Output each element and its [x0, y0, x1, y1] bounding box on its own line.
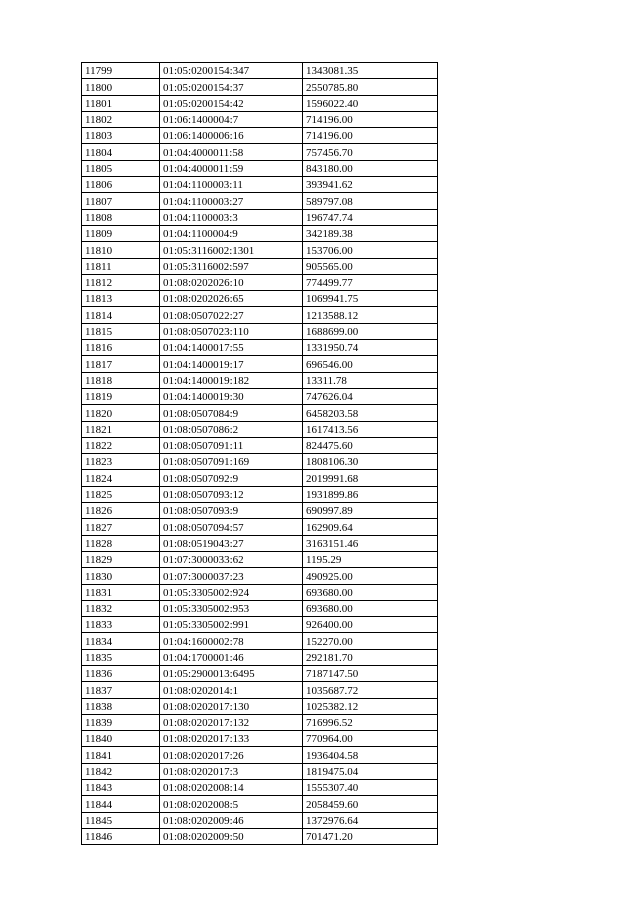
value-cell: 716996.52: [303, 714, 438, 730]
row-number-cell: 11823: [82, 454, 160, 470]
cadastral-number-cell: 01:04:1100003:11: [160, 177, 303, 193]
cadastral-number-cell: 01:06:1400006:16: [160, 128, 303, 144]
row-number-cell: 11818: [82, 372, 160, 388]
row-number-cell: 11811: [82, 258, 160, 274]
cadastral-number-cell: 01:07:3000033:62: [160, 551, 303, 567]
table-row: [82, 731, 438, 747]
table-row: [82, 714, 438, 730]
table-body: [82, 63, 438, 845]
table-row: [82, 470, 438, 486]
row-number-cell: 11799: [82, 63, 160, 79]
table-row: [82, 193, 438, 209]
cadastral-number-cell: 01:08:0202017:130: [160, 698, 303, 714]
row-number-cell: 11804: [82, 144, 160, 160]
value-cell: 152270.00: [303, 633, 438, 649]
cadastral-number-cell: 01:08:0507023:110: [160, 323, 303, 339]
table-row: [82, 519, 438, 535]
row-number-cell: 11832: [82, 600, 160, 616]
row-number-cell: 11813: [82, 291, 160, 307]
cadastral-number-cell: 01:04:1100003:27: [160, 193, 303, 209]
value-cell: 757456.70: [303, 144, 438, 160]
value-cell: 843180.00: [303, 160, 438, 176]
row-number-cell: 11837: [82, 682, 160, 698]
table-row: [82, 503, 438, 519]
row-number-cell: 11812: [82, 274, 160, 290]
table-row: [82, 307, 438, 323]
value-cell: 1617413.56: [303, 421, 438, 437]
row-number-cell: 11805: [82, 160, 160, 176]
cadastral-number-cell: 01:08:0202009:46: [160, 812, 303, 828]
cadastral-number-cell: 01:06:1400004:7: [160, 111, 303, 127]
cadastral-number-cell: 01:08:0202017:3: [160, 763, 303, 779]
value-cell: 1688699.00: [303, 323, 438, 339]
value-cell: 696546.00: [303, 356, 438, 372]
value-cell: 2019991.68: [303, 470, 438, 486]
row-number-cell: 11834: [82, 633, 160, 649]
value-cell: 926400.00: [303, 617, 438, 633]
value-cell: 1555307.40: [303, 780, 438, 796]
row-number-cell: 11810: [82, 242, 160, 258]
value-cell: 714196.00: [303, 128, 438, 144]
cadastral-number-cell: 01:05:3305002:924: [160, 584, 303, 600]
table-row: [82, 177, 438, 193]
cadastral-number-cell: 01:04:1400019:17: [160, 356, 303, 372]
row-number-cell: 11833: [82, 617, 160, 633]
cadastral-number-cell: 01:05:0200154:37: [160, 79, 303, 95]
row-number-cell: 11845: [82, 812, 160, 828]
table-row: [82, 160, 438, 176]
table-row: [82, 796, 438, 812]
cadastral-number-cell: 01:08:0507091:11: [160, 437, 303, 453]
cadastral-number-cell: 01:04:1100003:3: [160, 209, 303, 225]
row-number-cell: 11801: [82, 95, 160, 111]
row-number-cell: 11821: [82, 421, 160, 437]
value-cell: 292181.70: [303, 649, 438, 665]
row-number-cell: 11800: [82, 79, 160, 95]
value-cell: 7187147.50: [303, 665, 438, 681]
table-row: [82, 568, 438, 584]
cadastral-number-cell: 01:08:0202017:133: [160, 731, 303, 747]
value-cell: 693680.00: [303, 584, 438, 600]
value-cell: 690997.89: [303, 503, 438, 519]
value-cell: 2058459.60: [303, 796, 438, 812]
row-number-cell: 11819: [82, 388, 160, 404]
value-cell: 13311.78: [303, 372, 438, 388]
cadastral-number-cell: 01:08:0202026:10: [160, 274, 303, 290]
row-number-cell: 11824: [82, 470, 160, 486]
value-cell: 1372976.64: [303, 812, 438, 828]
row-number-cell: 11838: [82, 698, 160, 714]
row-number-cell: 11808: [82, 209, 160, 225]
value-cell: 1819475.04: [303, 763, 438, 779]
row-number-cell: 11814: [82, 307, 160, 323]
cadastral-number-cell: 01:08:0202026:65: [160, 291, 303, 307]
cadastral-number-cell: 01:08:0507084:9: [160, 405, 303, 421]
cadastral-number-cell: 01:05:3305002:991: [160, 617, 303, 633]
row-number-cell: 11843: [82, 780, 160, 796]
value-cell: 1931899.86: [303, 486, 438, 502]
table-row: [82, 274, 438, 290]
value-cell: 6458203.58: [303, 405, 438, 421]
data-table: [81, 62, 438, 845]
value-cell: 747626.04: [303, 388, 438, 404]
cadastral-number-cell: 01:05:3305002:953: [160, 600, 303, 616]
table-row: [82, 111, 438, 127]
value-cell: 1936404.58: [303, 747, 438, 763]
row-number-cell: 11809: [82, 225, 160, 241]
row-number-cell: 11846: [82, 828, 160, 844]
cadastral-number-cell: 01:08:0202017:132: [160, 714, 303, 730]
cadastral-number-cell: 01:08:0202008:5: [160, 796, 303, 812]
cadastral-number-cell: 01:05:3116002:1301: [160, 242, 303, 258]
value-cell: 1035687.72: [303, 682, 438, 698]
row-number-cell: 11839: [82, 714, 160, 730]
row-number-cell: 11815: [82, 323, 160, 339]
row-number-cell: 11840: [82, 731, 160, 747]
cadastral-number-cell: 01:08:0519043:27: [160, 535, 303, 551]
row-number-cell: 11844: [82, 796, 160, 812]
cadastral-number-cell: 01:07:3000037:23: [160, 568, 303, 584]
value-cell: 162909.64: [303, 519, 438, 535]
row-number-cell: 11817: [82, 356, 160, 372]
row-number-cell: 11816: [82, 340, 160, 356]
table-row: [82, 747, 438, 763]
cadastral-number-cell: 01:05:3116002:597: [160, 258, 303, 274]
table-row: [82, 828, 438, 844]
table-row: [82, 388, 438, 404]
table-row: [82, 454, 438, 470]
value-cell: 701471.20: [303, 828, 438, 844]
value-cell: 905565.00: [303, 258, 438, 274]
value-cell: 1213588.12: [303, 307, 438, 323]
cadastral-number-cell: 01:08:0507091:169: [160, 454, 303, 470]
table-row: [82, 763, 438, 779]
value-cell: 774499.77: [303, 274, 438, 290]
cadastral-number-cell: 01:04:1600002:78: [160, 633, 303, 649]
table-row: [82, 421, 438, 437]
value-cell: 1195.29: [303, 551, 438, 567]
table-row: [82, 340, 438, 356]
cadastral-number-cell: 01:04:1400019:182: [160, 372, 303, 388]
table-row: [82, 535, 438, 551]
value-cell: 589797.08: [303, 193, 438, 209]
value-cell: 693680.00: [303, 600, 438, 616]
table-row: [82, 551, 438, 567]
value-cell: 342189.38: [303, 225, 438, 241]
value-cell: 196747.74: [303, 209, 438, 225]
cadastral-number-cell: 01:04:4000011:59: [160, 160, 303, 176]
value-cell: 153706.00: [303, 242, 438, 258]
value-cell: 490925.00: [303, 568, 438, 584]
value-cell: 393941.62: [303, 177, 438, 193]
cadastral-number-cell: 01:08:0202009:50: [160, 828, 303, 844]
cadastral-number-cell: 01:04:1400019:30: [160, 388, 303, 404]
row-number-cell: 11828: [82, 535, 160, 551]
row-number-cell: 11841: [82, 747, 160, 763]
table-row: [82, 128, 438, 144]
value-cell: 2550785.80: [303, 79, 438, 95]
row-number-cell: 11803: [82, 128, 160, 144]
table-row: [82, 323, 438, 339]
table-row: [82, 617, 438, 633]
table-row: [82, 79, 438, 95]
table-row: [82, 682, 438, 698]
cadastral-number-cell: 01:08:0507022:27: [160, 307, 303, 323]
cadastral-number-cell: 01:05:2900013:6495: [160, 665, 303, 681]
cadastral-number-cell: 01:08:0202014:1: [160, 682, 303, 698]
cadastral-number-cell: 01:08:0507086:2: [160, 421, 303, 437]
table-row: [82, 486, 438, 502]
row-number-cell: 11829: [82, 551, 160, 567]
value-cell: 1808106.30: [303, 454, 438, 470]
value-cell: 1331950.74: [303, 340, 438, 356]
row-number-cell: 11806: [82, 177, 160, 193]
value-cell: 1343081.35: [303, 63, 438, 79]
value-cell: 770964.00: [303, 731, 438, 747]
row-number-cell: 11825: [82, 486, 160, 502]
table-row: [82, 242, 438, 258]
value-cell: 714196.00: [303, 111, 438, 127]
table-row: [82, 95, 438, 111]
table-row: [82, 291, 438, 307]
cadastral-number-cell: 01:04:1700001:46: [160, 649, 303, 665]
value-cell: 1069941.75: [303, 291, 438, 307]
row-number-cell: 11836: [82, 665, 160, 681]
row-number-cell: 11835: [82, 649, 160, 665]
cadastral-number-cell: 01:04:4000011:58: [160, 144, 303, 160]
cadastral-number-cell: 01:08:0202017:26: [160, 747, 303, 763]
row-number-cell: 11807: [82, 193, 160, 209]
cadastral-number-cell: 01:05:0200154:347: [160, 63, 303, 79]
table-row: [82, 405, 438, 421]
table-row: [82, 600, 438, 616]
row-number-cell: 11820: [82, 405, 160, 421]
cadastral-number-cell: 01:08:0507093:12: [160, 486, 303, 502]
table-row: [82, 372, 438, 388]
cadastral-number-cell: 01:04:1100004:9: [160, 225, 303, 241]
table-row: [82, 633, 438, 649]
row-number-cell: 11831: [82, 584, 160, 600]
table-row: [82, 356, 438, 372]
row-number-cell: 11822: [82, 437, 160, 453]
cadastral-number-cell: 01:08:0507094:57: [160, 519, 303, 535]
table-row: [82, 665, 438, 681]
cadastral-number-cell: 01:08:0507093:9: [160, 503, 303, 519]
row-number-cell: 11827: [82, 519, 160, 535]
value-cell: 1596022.40: [303, 95, 438, 111]
table-row: [82, 258, 438, 274]
table-row: [82, 225, 438, 241]
value-cell: 3163151.46: [303, 535, 438, 551]
table-row: [82, 780, 438, 796]
value-cell: 824475.60: [303, 437, 438, 453]
row-number-cell: 11830: [82, 568, 160, 584]
row-number-cell: 11842: [82, 763, 160, 779]
table-row: [82, 698, 438, 714]
cadastral-number-cell: 01:08:0202008:14: [160, 780, 303, 796]
table-row: [82, 437, 438, 453]
cadastral-number-cell: 01:05:0200154:42: [160, 95, 303, 111]
value-cell: 1025382.12: [303, 698, 438, 714]
table-row: [82, 144, 438, 160]
table-row: [82, 649, 438, 665]
table-row: [82, 63, 438, 79]
cadastral-number-cell: 01:08:0507092:9: [160, 470, 303, 486]
cadastral-number-cell: 01:04:1400017:55: [160, 340, 303, 356]
row-number-cell: 11802: [82, 111, 160, 127]
table-row: [82, 209, 438, 225]
row-number-cell: 11826: [82, 503, 160, 519]
table-row: [82, 812, 438, 828]
table-row: [82, 584, 438, 600]
